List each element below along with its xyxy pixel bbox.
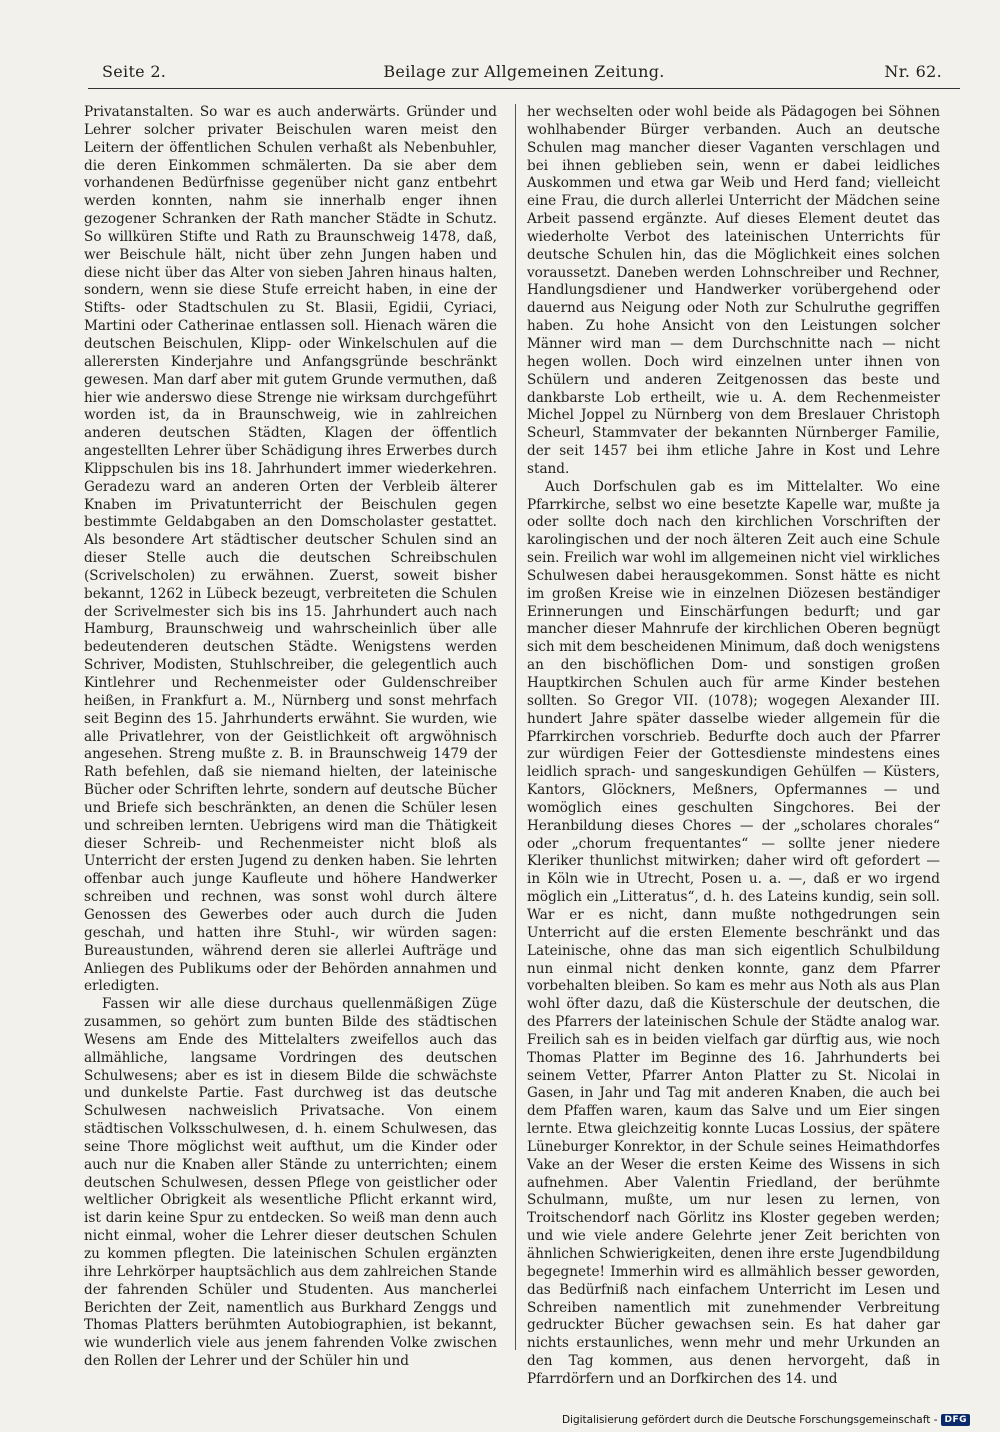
column-divider xyxy=(515,104,516,1350)
dfg-logo: DFG xyxy=(941,1414,970,1426)
credit-text: Digitalisierung gefördert durch die Deutsche Forschungsgemeinschaft - xyxy=(561,1414,938,1426)
paragraph: her wechselten oder wohl beide als Pädagogen bei Söhnen wohlhabender Bürger verbanden. Auch an deutsche Schulen mag mancher dieser Vaganten verschlagen und bei ihnen geblieben sein, wenn er dabei leidliches Auskommen und etwa gar Weib und Herd fand; vielleicht eine Frau, die durch allerlei Unterricht der Mädchen seine Arbeit passend ergänzte. Auf dieses Element deutet das wiederholte Verbot des lateinischen Unterrichts für deutsche Schulen hin, das die Möglichkeit eines solchen voraussetzt. Daneben werden Lohnschreiber und Rechner, Handlungsdiener und Handwerker vorübergehend oder dauernd aus Neigung oder Noth zur Schulruthe gegriffen haben. Zu hohe Ansicht von den Leistungen solcher Männer wird man — dem Durchschnitte nach — nicht hegen wollen. Doch wird einzelnen unter ihnen von Schülern und anderen Zeitgenossen das beste und dankbarste Lob ertheilt, wie u. A. dem Rechenmeister Michel Joppel zu Nürnberg von dem Breslauer Christoph Scheurl, Stammvater der bekannten Nürnberger Familie, der seit 1457 bei ihm etliche Jahre in Kost und Lehre stand. xyxy=(527,104,940,477)
paragraph: Auch Dorfschulen gab es im Mittelalter. Wo eine Pfarrkirche, selbst wo eine besetzte Kapelle war, mußte ja oder sollte doch nach den kirchlichen Vorschriften der karolingischen und der noch älteren Zeit auch eine Schule sein. Freilich war wohl im allgemeinen nicht viel wirkliches Schulwesen dabei herausgekommen. Sonst hätte es nicht im großen Kreise wie in einzelnen Diözesen beständiger Erinnerungen und Einschärfungen bedurft; und gar mancher dieser Mahnrufe der kirchlichen Oberen begnügt sich mit dem bescheidenen Minimum, daß doch wenigstens an den bischöflichen Dom- und sonstigen großen Hauptkirchen Schulen auch für arme Kinder bestehen sollten. So Gregor VII. (1078); wogegen Alexander III. hundert Jahre später dasselbe wieder allgemein für die Pfarrkirchen vorschrieb. Bedurfte doch auch der Pfarrer zur würdigen Feier der Gottesdienste mindestens eines leidlich sprach- und sangeskundigen Gehülfen — Küsters, Kantors, Glöckners, Meßners, Opfermannes — und womöglich eines geschulten Singchores. Bei der Heranbildung dieses Chores — der „scholares chorales“ oder „chorum frequentantes“ — sollte jener niedere Kleriker thunlichst mitwirken; daher wird oft gefordert — in Köln wie in Utrecht, Posen u. a. —, daß er wo irgend möglich ein „Litteratus“, d. h. des Lateins kundig, sein soll. War er es nicht, dann mußte nothgedrungen sein Unterricht auf die ersten Elemente beschränkt und das Lateinische, ohne das man sich eigentlich Schulbildung nun einmal nicht denken konnte, ganz dem Pfarrer vorbehalten bleiben. So kam es mehr aus Noth als aus Plan wohl öfter dazu, daß die Küsterschule der deutschen, die des Pfarrers der lateinischen Schule der Städte analog war. Freilich sah es in beiden vielfach gar dürftig aus, wie noch Thomas Platter im Beginne des 16. Jahrhunderts bei seinem Vetter, Pfarrer Anton Platter zu St. Nicolai in Gasen, in Jahr und Tag mit anderen Knaben, die auch bei dem Pfaffen waren, kaum das Salve und um Eier singen lernte. Etwa gleichzeitig konnte Lucas Lossius, der spätere Lüneburger Konrektor, in der Schule seines Heimathdorfes Vake an der Weser die ersten Keime des Wissens in sich aufnehmen. Aber Valentin Friedland, der berühmte Schulmann, mußte, um nur lesen zu lernen, von Troitschendorf nach Görlitz ins Kloster gegeben werden; und wie viele andere Gelehrte jener Zeit berichten von ähnlichen Schwierigkeiten, denen ihre erste Jugendbildung begegnete! Immerhin wird es allmählich besser geworden, das Bedürfniß nach einfachem Unterricht im Lesen und Schreiben namentlich mit zunehmender Verbreitung gedruckter Bücher gewachsen sein. Es hat daher gar nichts erstaunliches, wenn mehr und mehr Urkunden an den Tag kommen, aus denen hervorgeht, daß in Pfarrdörfern und an Dorfkirchen des 14. und xyxy=(527,478,940,1387)
issue-number: Nr. 62. xyxy=(884,62,942,81)
left-column xyxy=(84,104,497,1371)
right-column xyxy=(527,104,940,1389)
running-head xyxy=(88,58,960,84)
header-rule xyxy=(88,88,960,89)
digitization-credit xyxy=(562,1414,970,1426)
paragraph: Fassen wir alle diese durchaus quellenmäßigen Züge zusammen, so gehört zum bunten Bilde des städtischen Wesens am Ende des Mittelalters zweifellos auch das allmähliche, langsame Vordringen des deutschen Schulwesens; aber es ist in diesem Bilde die schwächste und dunkelste Partie. Fast durchweg ist das deutsche Schulwesen nachweislich Privatsache. Von einem städtischen Volksschulwesen, d. h. einem Schulwesen, das seine Thore möglichst weit aufthut, um die Kinder oder auch nur die Knaben aller Stände zu unterrichten; einem deutschen Schulwesen, dessen Pflege von geistlicher oder weltlicher Obrigkeit als wesentliche Pflicht erkannt wird, ist darin keine Spur zu entdecken. So weiß man denn auch nicht einmal, woher die Lehrer dieser deutschen Schulen zu kommen pflegten. Die lateinischen Schulen ergänzten ihre Lehrkörper hauptsächlich aus dem zahlreichen Stande der fahrenden Schüler und Studenten. Aus mancherlei Berichten der Zeit, namentlich aus Burkhard Zenggs und Thomas Platters berühmten Autobiographien, ist bekannt, wie wunderlich viele aus jenem fahrenden Volke zwischen den Rollen der Lehrer und der Schüler hin und xyxy=(84,996,497,1370)
publication-title: Beilage zur Allgemeinen Zeitung. xyxy=(383,62,665,81)
page-number: Seite 2. xyxy=(102,62,167,81)
paragraph: Privatanstalten. So war es auch anderwärts. Gründer und Lehrer solcher privater Beischulen waren meist den Leitern der öffentlichen Schulen verhaßt als Nebenbuhler, die deren Einkommen schmälerten. Da sie aber dem vorhandenen Bedürfnisse gegenüber nicht ganz entbehrt werden konnten, nahm sie innerhalb enger ihnen gezogener Schranken der Rath mancher Städte in Schutz. So willküren Stifte und Rath zu Braunschweig 1478, daß, wer Beischule hält, nicht über zehn Jungen haben und diese nicht über das Alter von sieben Jahren hinaus halten, sondern, wenn sie diese Stufe erreicht haben, in eine der Stifts- oder Stadtschulen zu St. Blasii, Egidii, Cyriaci, Martini oder Catherinae entlassen soll. Hienach wären die deutschen Beischulen, Klipp- oder Winkelschulen auf die allerersten Kinderjahre und Anfangsgründe beschränkt gewesen. Man darf aber mit gutem Grunde vermuthen, daß hier wie anderswo diese Strenge nie wirksam durchgeführt worden ist, da in Braunschweig, wie in zahlreichen anderen deutschen Städten, Klagen der öffentlich angestellten Lehrer über Schädigung ihres Erwerbes durch Klippschulen bis ins 18. Jahrhundert immer wiederkehren. Geradezu ward an anderen Orten der Verbleib älterer Knaben im Privatunterricht der Beischulen gegen bestimmte Geldabgaben an den Domscholaster gestattet. Als besondere Art städtischer deutscher Schulen sind an dieser Stelle auch die deutschen Schreibschulen (Scrivelscholen) zu erwähnen. Zuerst, soweit bisher bekannt, 1262 in Lübeck bezeugt, verbreiteten die Schulen der Scrivelmester sich bis ins 15. Jahrhundert auch nach Hamburg, Braunschweig und wahrscheinlich über alle bedeutenderen deutschen Städte. Wenigstens werden Schriver, Modisten, Stuhlschreiber, die gelegentlich auch Kintlehrer und Rechenmeister oder Guldenschreiber heißen, in Frankfurt a. M., Nürnberg und sonst mehrfach seit Beginn des 15. Jahrhunderts erwähnt. Sie wurden, wie alle Privatlehrer, von der Geistlichkeit oft argwöhnisch angesehen. Streng mußte z. B. in Braunschweig 1479 der Rath befehlen, daß sie niemand hielten, der lateinische Bücher oder Schriften lehrte, sondern auf deutsche Bücher und Briefe sich beschränkten, an denen die Schüler lesen und schreiben lernten. Uebrigens wird man die Thätigkeit dieser Schreib- und Rechenmeister nicht bloß als Unterricht der ersten Jugend zu denken haben. Sie lehrten offenbar auch junge Kaufleute und höhere Handwerker schreiben und rechnen, was sonst wohl durch ältere Genossen des Gewerbes oder auch durch die Juden geschah, und hatten ihre Stuhl-, wir würden sagen: Bureaustunden, während deren sie allerlei Aufträge und Anliegen des Publikums oder der Behörden annahmen und erledigten. xyxy=(84,104,497,995)
